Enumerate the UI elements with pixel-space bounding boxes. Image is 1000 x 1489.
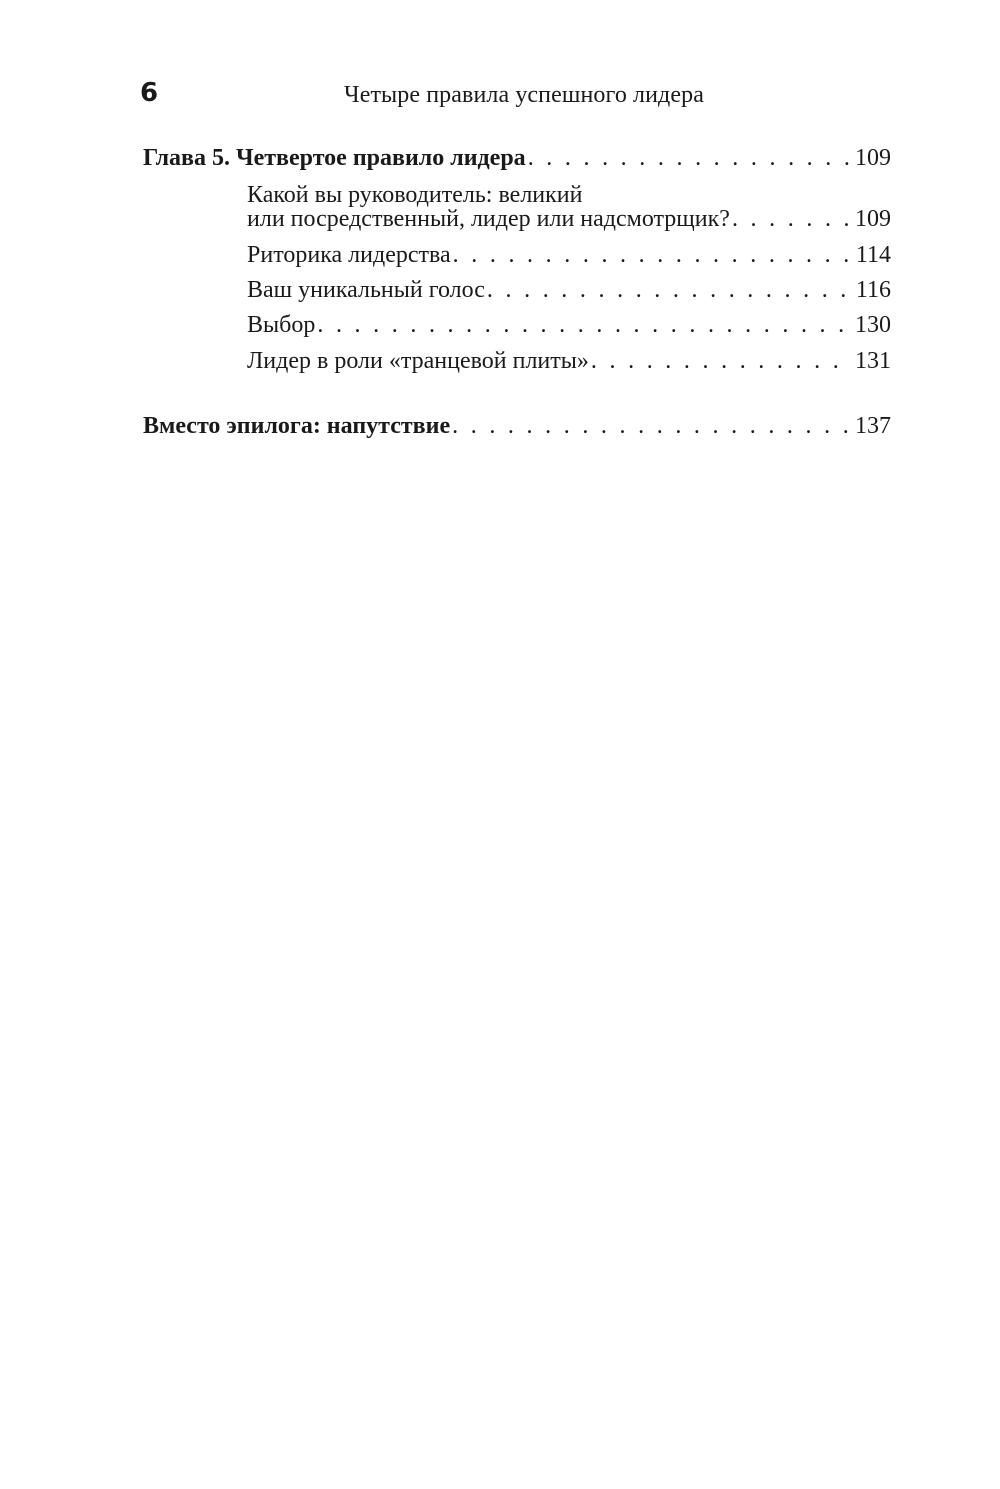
toc-entry-page: 130 (855, 312, 891, 338)
toc-entry-epilogue[interactable] (143, 409, 891, 443)
toc-entry-title-line1: Какой вы руководитель: великий (247, 182, 583, 208)
toc-leader-dots (528, 141, 849, 175)
toc-entry-title: Выбор (247, 312, 316, 338)
toc-leader-dots (732, 202, 849, 236)
toc-entry-page: 116 (855, 277, 891, 303)
toc-leader-dots (591, 344, 849, 378)
toc-entry-title: Лидер в роли «транцевой плиты» (247, 348, 589, 374)
toc-entry-page: 137 (855, 413, 891, 439)
toc-entry-chapter-5[interactable] (143, 141, 891, 175)
toc-entry-page: 109 (855, 145, 891, 171)
toc-entry-title: Ваш уникальный голос (247, 277, 485, 303)
page-number: 6 (140, 78, 159, 108)
toc-leader-dots (317, 308, 849, 342)
toc-entry-page: 109 (855, 206, 891, 232)
toc-entry-page: 114 (855, 242, 891, 268)
toc-entry-section-3[interactable] (247, 273, 891, 307)
toc-leader-dots (453, 238, 850, 272)
toc-leader-dots (452, 409, 849, 443)
toc-entry-title: Вместо эпилога: напутствие (143, 413, 451, 439)
toc-entry-section-2[interactable] (247, 238, 891, 272)
toc-entry-title: Риторика лидерства (247, 242, 451, 268)
toc-entry-page: 131 (855, 348, 891, 374)
toc-leader-dots (487, 273, 850, 307)
toc-entry-title: Глава 5. Четвертое правило лидера (143, 145, 526, 171)
toc-entry-section-5[interactable] (247, 344, 891, 378)
toc-entry-section-4[interactable] (247, 308, 891, 342)
toc-entry-title: или посредственный, лидер или надсмотрщик? (247, 206, 730, 232)
running-head-title: Четыре правила успешного лидера (344, 82, 704, 108)
toc-entry-section-1[interactable] (247, 202, 891, 236)
